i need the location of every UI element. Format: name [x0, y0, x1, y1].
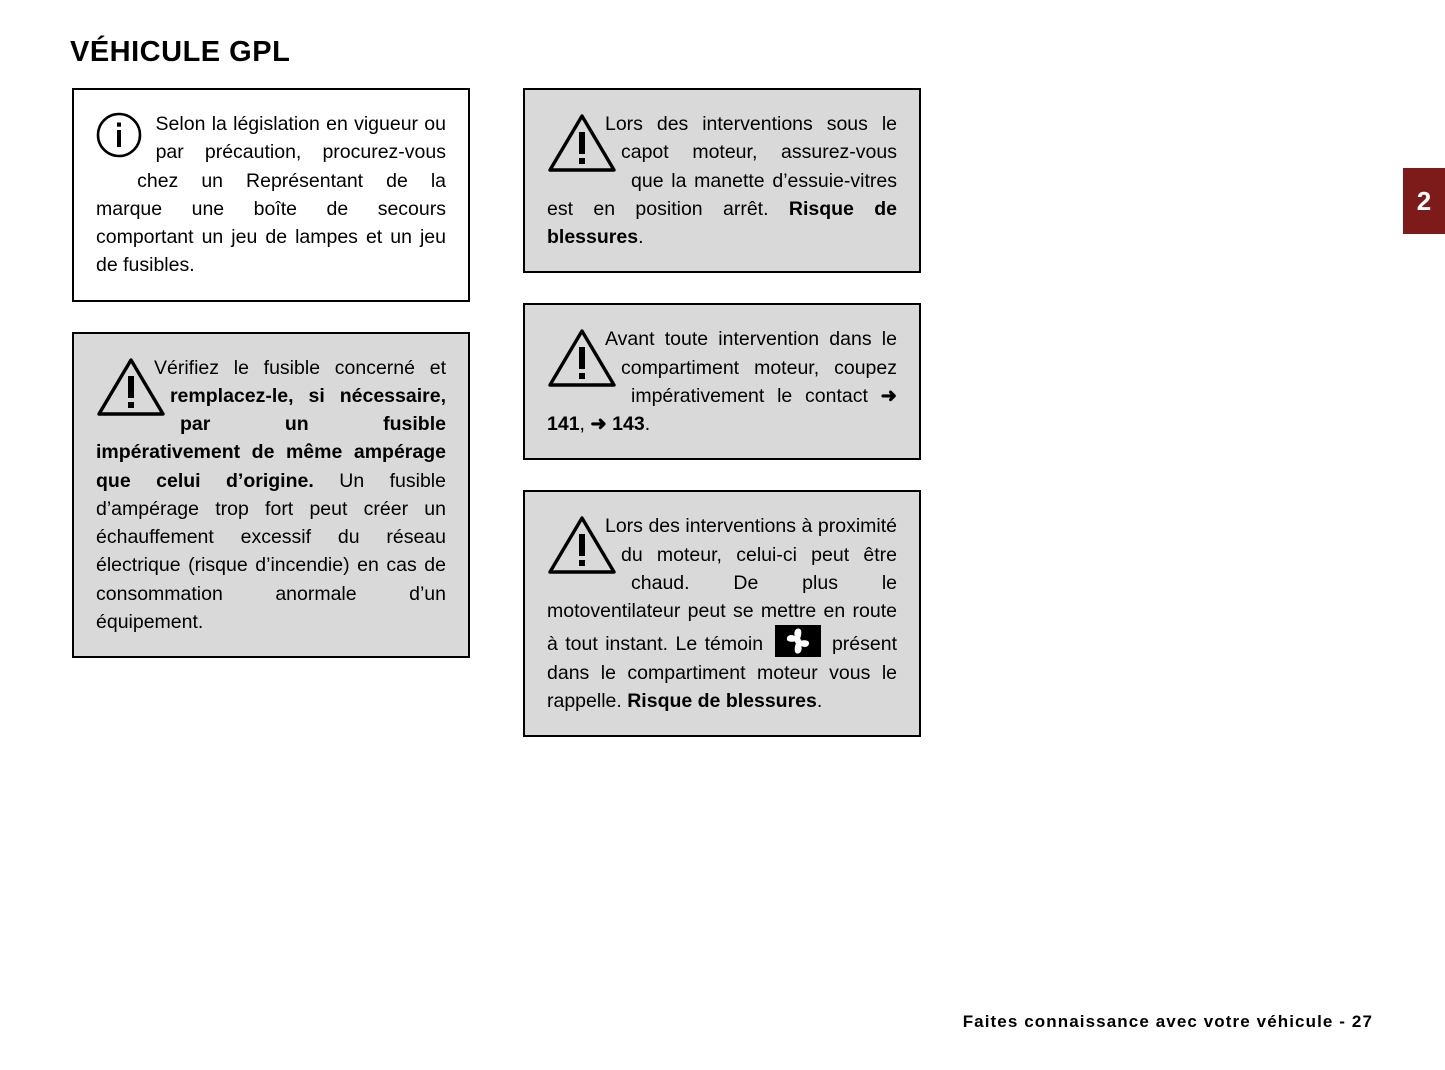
page-ref-arrow-icon: ➜ — [880, 384, 897, 407]
fuse-text-bold: remplacez-le, si nécessaire, par un fusible impérativement de même ampérage que celui d’origine. — [96, 384, 446, 492]
page-ref-arrow-icon: ➜ — [590, 413, 607, 436]
page-ref-141: 141 — [547, 413, 580, 436]
ignition-text-end: . — [644, 413, 651, 436]
hot-engine-text-mid: présent dans le compartiment moteur vous le rappelle. — [547, 633, 897, 712]
wiper-text-bold: Risque de blessures — [547, 197, 898, 249]
info-box-kit-text: Selon la législation en vigueur ou par précaution, procurez-vous chez un Représentant de la marque une boîte de secours comportant un jeu de lampes et un jeu de fusibles. — [96, 113, 446, 277]
chapter-tab: 2 — [1403, 168, 1445, 234]
left-column — [72, 88, 470, 688]
warning-box-ignition — [523, 303, 921, 460]
ignition-text: Avant toute intervention dans le compartiment moteur, coupez impérativement le contact — [604, 328, 897, 407]
page-ref-143: 143 — [612, 413, 645, 436]
hot-engine-text-intro: Lors des interventions à proximité du moteur, celui-ci peut être chaud. De plus le motoventilateur peut se mettre en route à tout instant. Le témoin — [547, 515, 897, 656]
fan-icon — [775, 625, 821, 657]
warning-box-hot-engine — [523, 490, 921, 737]
info-box-kit — [72, 88, 470, 302]
wiper-text-end: . — [638, 226, 644, 249]
page-ref-separator: , — [579, 413, 591, 436]
wiper-text: Lors des interventions sous le capot moteur, assurez-vous que la manette d’essuie-vitres est en position arrêt. — [547, 113, 897, 220]
fuse-text-intro: Vérifiez le fusible concerné et — [153, 356, 446, 379]
page-footer: Faites connaissance avec votre véhicule - 27 — [962, 1012, 1373, 1031]
hot-engine-text-bold: Risque de blessures — [627, 689, 817, 712]
fuse-text-rest: Un fusible d’ampérage trop fort peut créer un échauffement excessif du réseau électrique (risque d’incendie) en cas de consommation anormale d’un équipement. — [96, 469, 446, 633]
page-title: VÉHICULE GPL — [70, 36, 291, 68]
warning-box-wiper — [523, 88, 921, 273]
hot-engine-text-end: . — [816, 689, 823, 712]
info-icon — [96, 112, 142, 166]
warning-box-fuse — [72, 332, 470, 659]
right-column — [523, 88, 921, 767]
